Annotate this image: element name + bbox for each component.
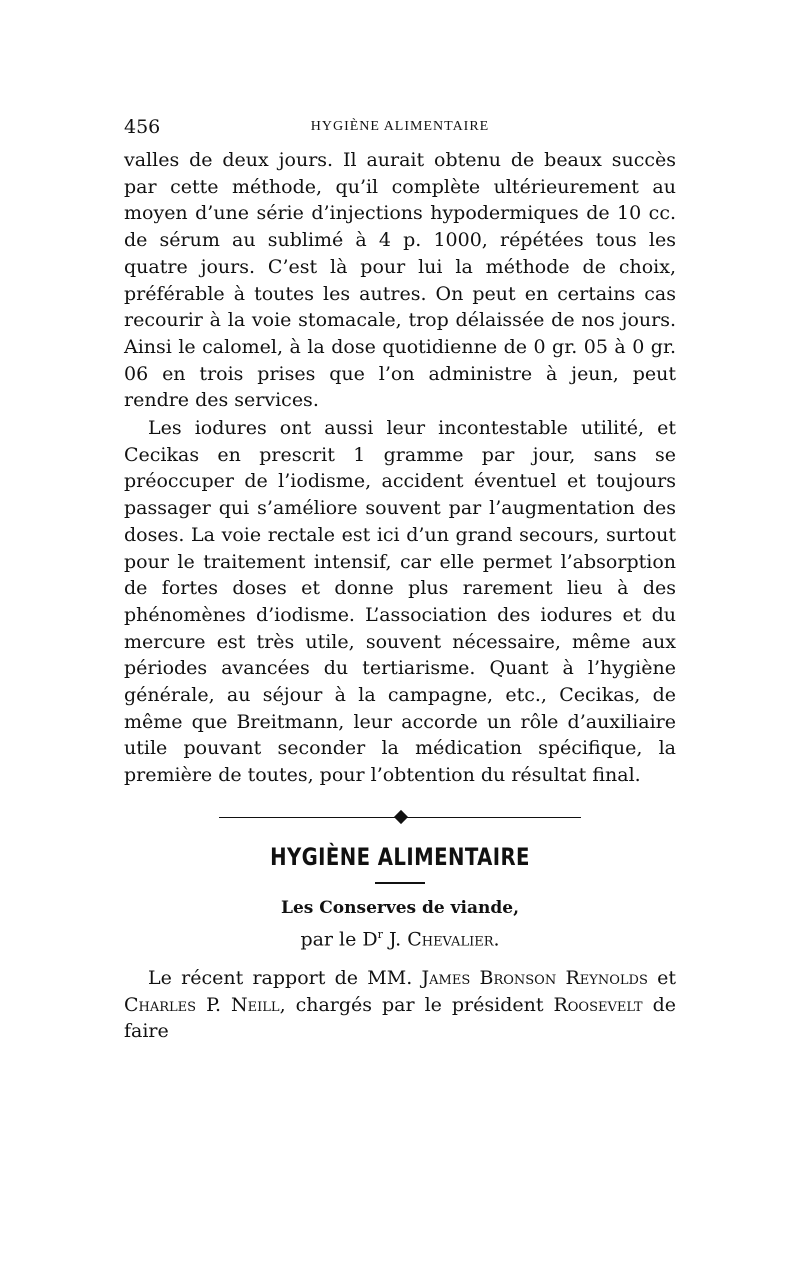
p3-name-neill: Neill — [231, 993, 280, 1016]
article-byline — [124, 928, 676, 950]
section-title: HYGIÈNE ALIMENTAIRE — [270, 843, 530, 871]
p3-name-charles: Charles — [124, 993, 197, 1016]
byline-author: J. Chevalier. — [388, 928, 500, 951]
article-subtitle: Les Conserves de viande, — [281, 898, 519, 918]
byline-prefix: par le D — [300, 928, 378, 951]
p3-name-roosevelt: Roosevelt — [553, 993, 643, 1016]
byline-superscript: r — [377, 928, 383, 941]
p3-text-3: P. — [196, 993, 232, 1016]
paragraph-2: Les iodures ont aussi leur incontestable utilité, et Cecikas en prescrit 1 gramme par jour, sans se préoccuper de l’iodisme, accident éventuel et toujours passager qui s’améliore souvent par l’augmentation des doses. La voie rectale est ici d’un grand secours, surtout pour le traitement intensif, car elle permet l’absorption de fortes doses et donne plus rarement lieu à des phénomènes d’iodisme. L’association des iodures et du mercure est très utile, souvent nécessaire, même aux périodes avancées du tertiarisme. Quant à l’hygiène générale, au séjour à la campagne, etc., Cecikas, de même que Breitmann, leur accorde un rôle d’auxiliaire utile pouvant seconder la médication spécifique, la première de toutes, pour l’obtention du résultat final. — [124, 417, 676, 787]
page-header — [124, 116, 676, 140]
p3-text-5: de faire — [124, 993, 677, 1043]
p3-text-4: , chargés par le président — [279, 993, 554, 1016]
divider-diamond-ornament — [394, 810, 408, 824]
page-number: 456 — [124, 116, 161, 138]
running-title: HYGIÈNE ALIMENTAIRE — [310, 119, 490, 134]
paragraph-3 — [124, 965, 676, 1045]
title-underline-rule — [375, 882, 425, 884]
paragraph-1: valles de deux jours. Il aurait obtenu de beaux succès par cette méthode, qu’il complète ultérieurement au moyen d’une série d’injections hypodermiques de 10 cc. de sérum au sublimé à 4 p. 1000, répétées tous les quatre jours. C’est là pour lui la méthode de choix, préférable à toutes les autres. On peut en certains cas recourir à la voie stomacale, trop délaissée de nos jours. Ainsi le calomel, à la dose quotidienne de 0 gr. 05 à 0 gr. 06 en trois prises que l’on administre à jeun, peut rendre des services. — [124, 149, 676, 412]
p3-text-2: et — [647, 967, 677, 989]
p3-name-reynolds: James Bronson Reynolds — [421, 967, 648, 989]
p3-text-1: Le récent rapport de MM. — [148, 967, 422, 989]
